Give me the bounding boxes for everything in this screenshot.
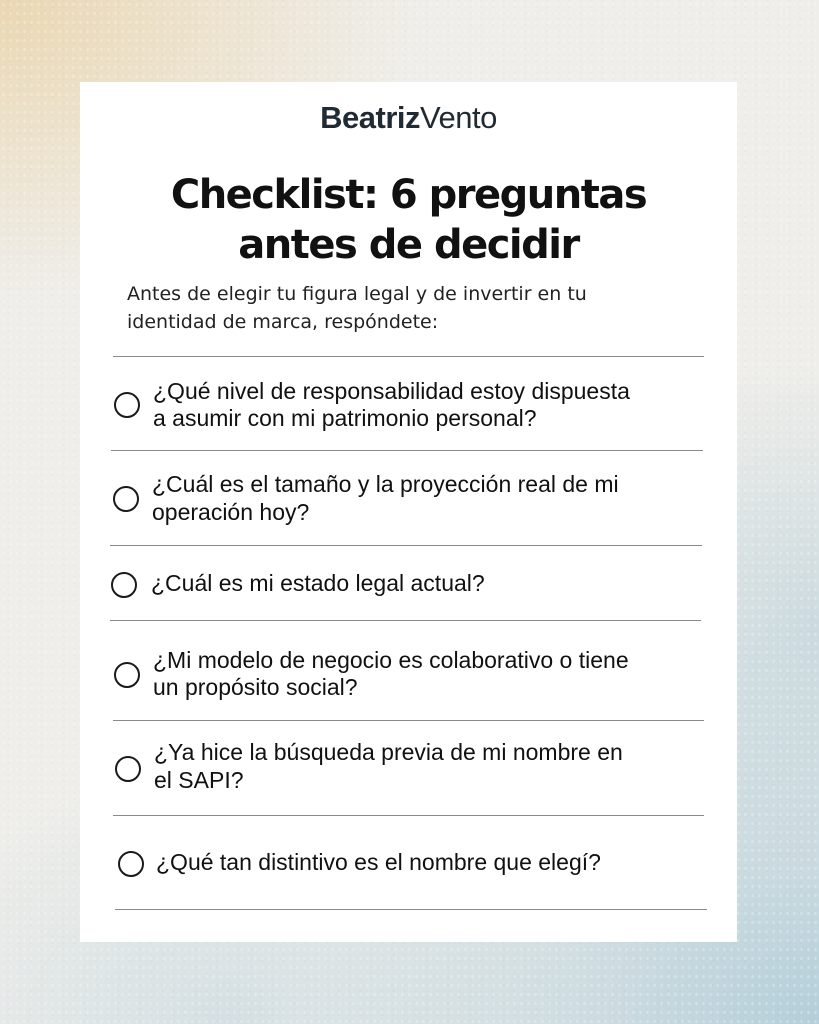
divider xyxy=(115,909,707,910)
checkbox-circle-icon[interactable] xyxy=(115,756,141,782)
divider xyxy=(111,450,703,451)
title-line-2: antes de decidir xyxy=(238,222,579,268)
checkbox-circle-icon[interactable] xyxy=(114,392,140,418)
brand-logo-light-text: Vento xyxy=(420,100,497,135)
divider xyxy=(110,620,701,621)
question-line: ¿Cuál es mi estado legal actual? xyxy=(151,570,485,596)
question-line: un propósito social? xyxy=(153,674,358,700)
question-line: ¿Mi modelo de negocio es colaborativo o tiene xyxy=(153,647,629,673)
divider xyxy=(113,815,704,816)
question-line: ¿Qué nivel de responsabilidad estoy dispuesta xyxy=(153,378,630,404)
divider xyxy=(113,720,704,721)
brand-logo-bold-text: Beatriz xyxy=(320,100,421,135)
question-line: ¿Ya hice la búsqueda previa de mi nombre en xyxy=(154,739,623,765)
intro-line-2: identidad de marca, respóndete: xyxy=(127,311,439,333)
question-line: el SAPI? xyxy=(154,767,244,793)
question-line: a asumir con mi patrimonio personal? xyxy=(153,405,537,431)
question-line: ¿Cuál es el tamaño y la proyección real de mi xyxy=(152,471,619,497)
divider xyxy=(110,545,702,546)
question-line: operación hoy? xyxy=(152,499,310,525)
intro-line-1: Antes de elegir tu figura legal y de invertir en tu xyxy=(127,283,587,305)
checkbox-circle-icon[interactable] xyxy=(114,662,140,688)
question-checklist xyxy=(80,82,737,942)
checkbox-circle-icon[interactable] xyxy=(118,851,144,877)
title-line-1: Checklist: 6 preguntas xyxy=(170,172,647,218)
question-line: ¿Qué tan distintivo es el nombre que elegí? xyxy=(156,849,601,875)
divider xyxy=(113,356,704,357)
checklist-card xyxy=(80,82,737,942)
checkbox-circle-icon[interactable] xyxy=(111,572,137,598)
checkbox-circle-icon[interactable] xyxy=(113,486,139,512)
